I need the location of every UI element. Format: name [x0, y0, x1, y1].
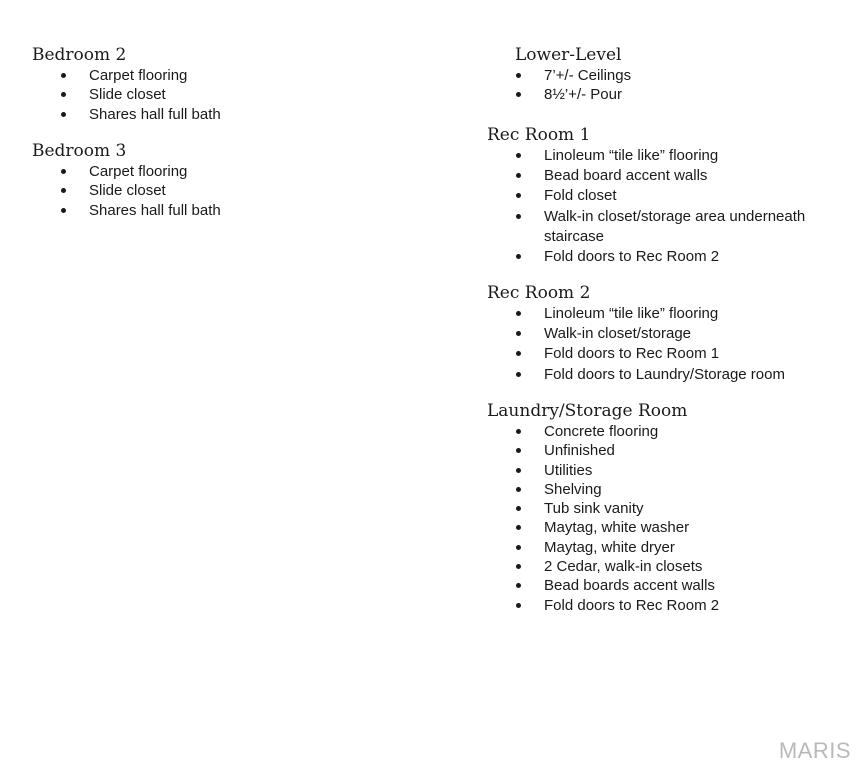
- bullet-icon: [516, 564, 521, 569]
- section-rec-room-2: [487, 282, 785, 385]
- section-heading: Rec Room 1: [487, 125, 591, 145]
- list-item: Fold doors to Rec Room 1: [487, 344, 785, 364]
- section-heading: Laundry/Storage Room: [487, 401, 688, 421]
- bullet-icon: [516, 448, 521, 453]
- bullet-icon: [516, 173, 521, 178]
- list-item: Fold doors to Rec Room 2: [487, 596, 719, 615]
- bullet-icon: [516, 525, 521, 530]
- list-item: Linoleum “tile like” flooring: [487, 146, 834, 166]
- maris-watermark: MARIS: [778, 738, 851, 763]
- section-heading: Bedroom 2: [32, 45, 127, 65]
- list-item: Shares hall full bath: [32, 105, 221, 124]
- bullet-icon: [516, 153, 521, 158]
- bullet-icon: [516, 254, 521, 259]
- bullet-icon: [516, 429, 521, 434]
- bullet-icon: [61, 112, 66, 117]
- list-item: Carpet flooring: [32, 66, 221, 85]
- bullet-icon: [61, 73, 66, 78]
- bullet-icon: [61, 92, 66, 97]
- section-heading: Rec Room 2: [487, 283, 591, 303]
- list-item: Shelving: [487, 480, 719, 499]
- section-rec-room-1: [487, 124, 834, 267]
- list-item: Tub sink vanity: [487, 499, 719, 518]
- list-item: 2 Cedar, walk-in closets: [487, 557, 719, 576]
- list-item: Walk-in closet/storage area underneath staircase: [487, 207, 834, 247]
- list-item: Fold doors to Rec Room 2: [487, 247, 834, 267]
- list-item: Unfinished: [487, 441, 719, 460]
- bullet-icon: [61, 169, 66, 174]
- list-item: Bead boards accent walls: [487, 576, 719, 595]
- list-item: Slide closet: [32, 181, 221, 200]
- bullet-icon: [516, 331, 521, 336]
- bullet-icon: [516, 545, 521, 550]
- list-item: Linoleum “tile like” flooring: [487, 304, 785, 324]
- bullet-icon: [516, 372, 521, 377]
- list-item: Carpet flooring: [32, 162, 221, 181]
- list-item: Shares hall full bath: [32, 201, 221, 220]
- bullet-icon: [516, 92, 521, 97]
- bullet-icon: [516, 583, 521, 588]
- bullet-icon: [516, 487, 521, 492]
- bullet-icon: [516, 193, 521, 198]
- bullet-icon: [516, 311, 521, 316]
- list-item: Maytag, white dryer: [487, 538, 719, 557]
- list-item: Bead board accent walls: [487, 166, 834, 186]
- list-item: Maytag, white washer: [487, 518, 719, 537]
- list-item: Utilities: [487, 461, 719, 480]
- section-lower-level: [487, 44, 631, 105]
- section-heading: Lower-Level: [515, 45, 622, 65]
- bullet-icon: [516, 603, 521, 608]
- section-heading: Bedroom 3: [32, 141, 127, 161]
- bullet-icon: [61, 188, 66, 193]
- bullet-icon: [516, 214, 521, 219]
- section-bedroom-3: [32, 140, 221, 220]
- section-bedroom-2: [32, 44, 221, 124]
- bullet-icon: [516, 73, 521, 78]
- list-item: Fold doors to Laundry/Storage room: [487, 365, 785, 385]
- bullet-icon: [516, 506, 521, 511]
- list-item: Slide closet: [32, 85, 221, 104]
- bullet-icon: [516, 468, 521, 473]
- section-laundry-storage-room: [487, 400, 719, 615]
- list-item: 8½’+/- Pour: [487, 85, 631, 104]
- bullet-icon: [516, 351, 521, 356]
- list-item: Fold closet: [487, 186, 834, 206]
- bullet-icon: [61, 208, 66, 213]
- list-item: 7’+/- Ceilings: [487, 66, 631, 85]
- list-item: Walk-in closet/storage: [487, 324, 785, 344]
- list-item: Concrete flooring: [487, 422, 719, 441]
